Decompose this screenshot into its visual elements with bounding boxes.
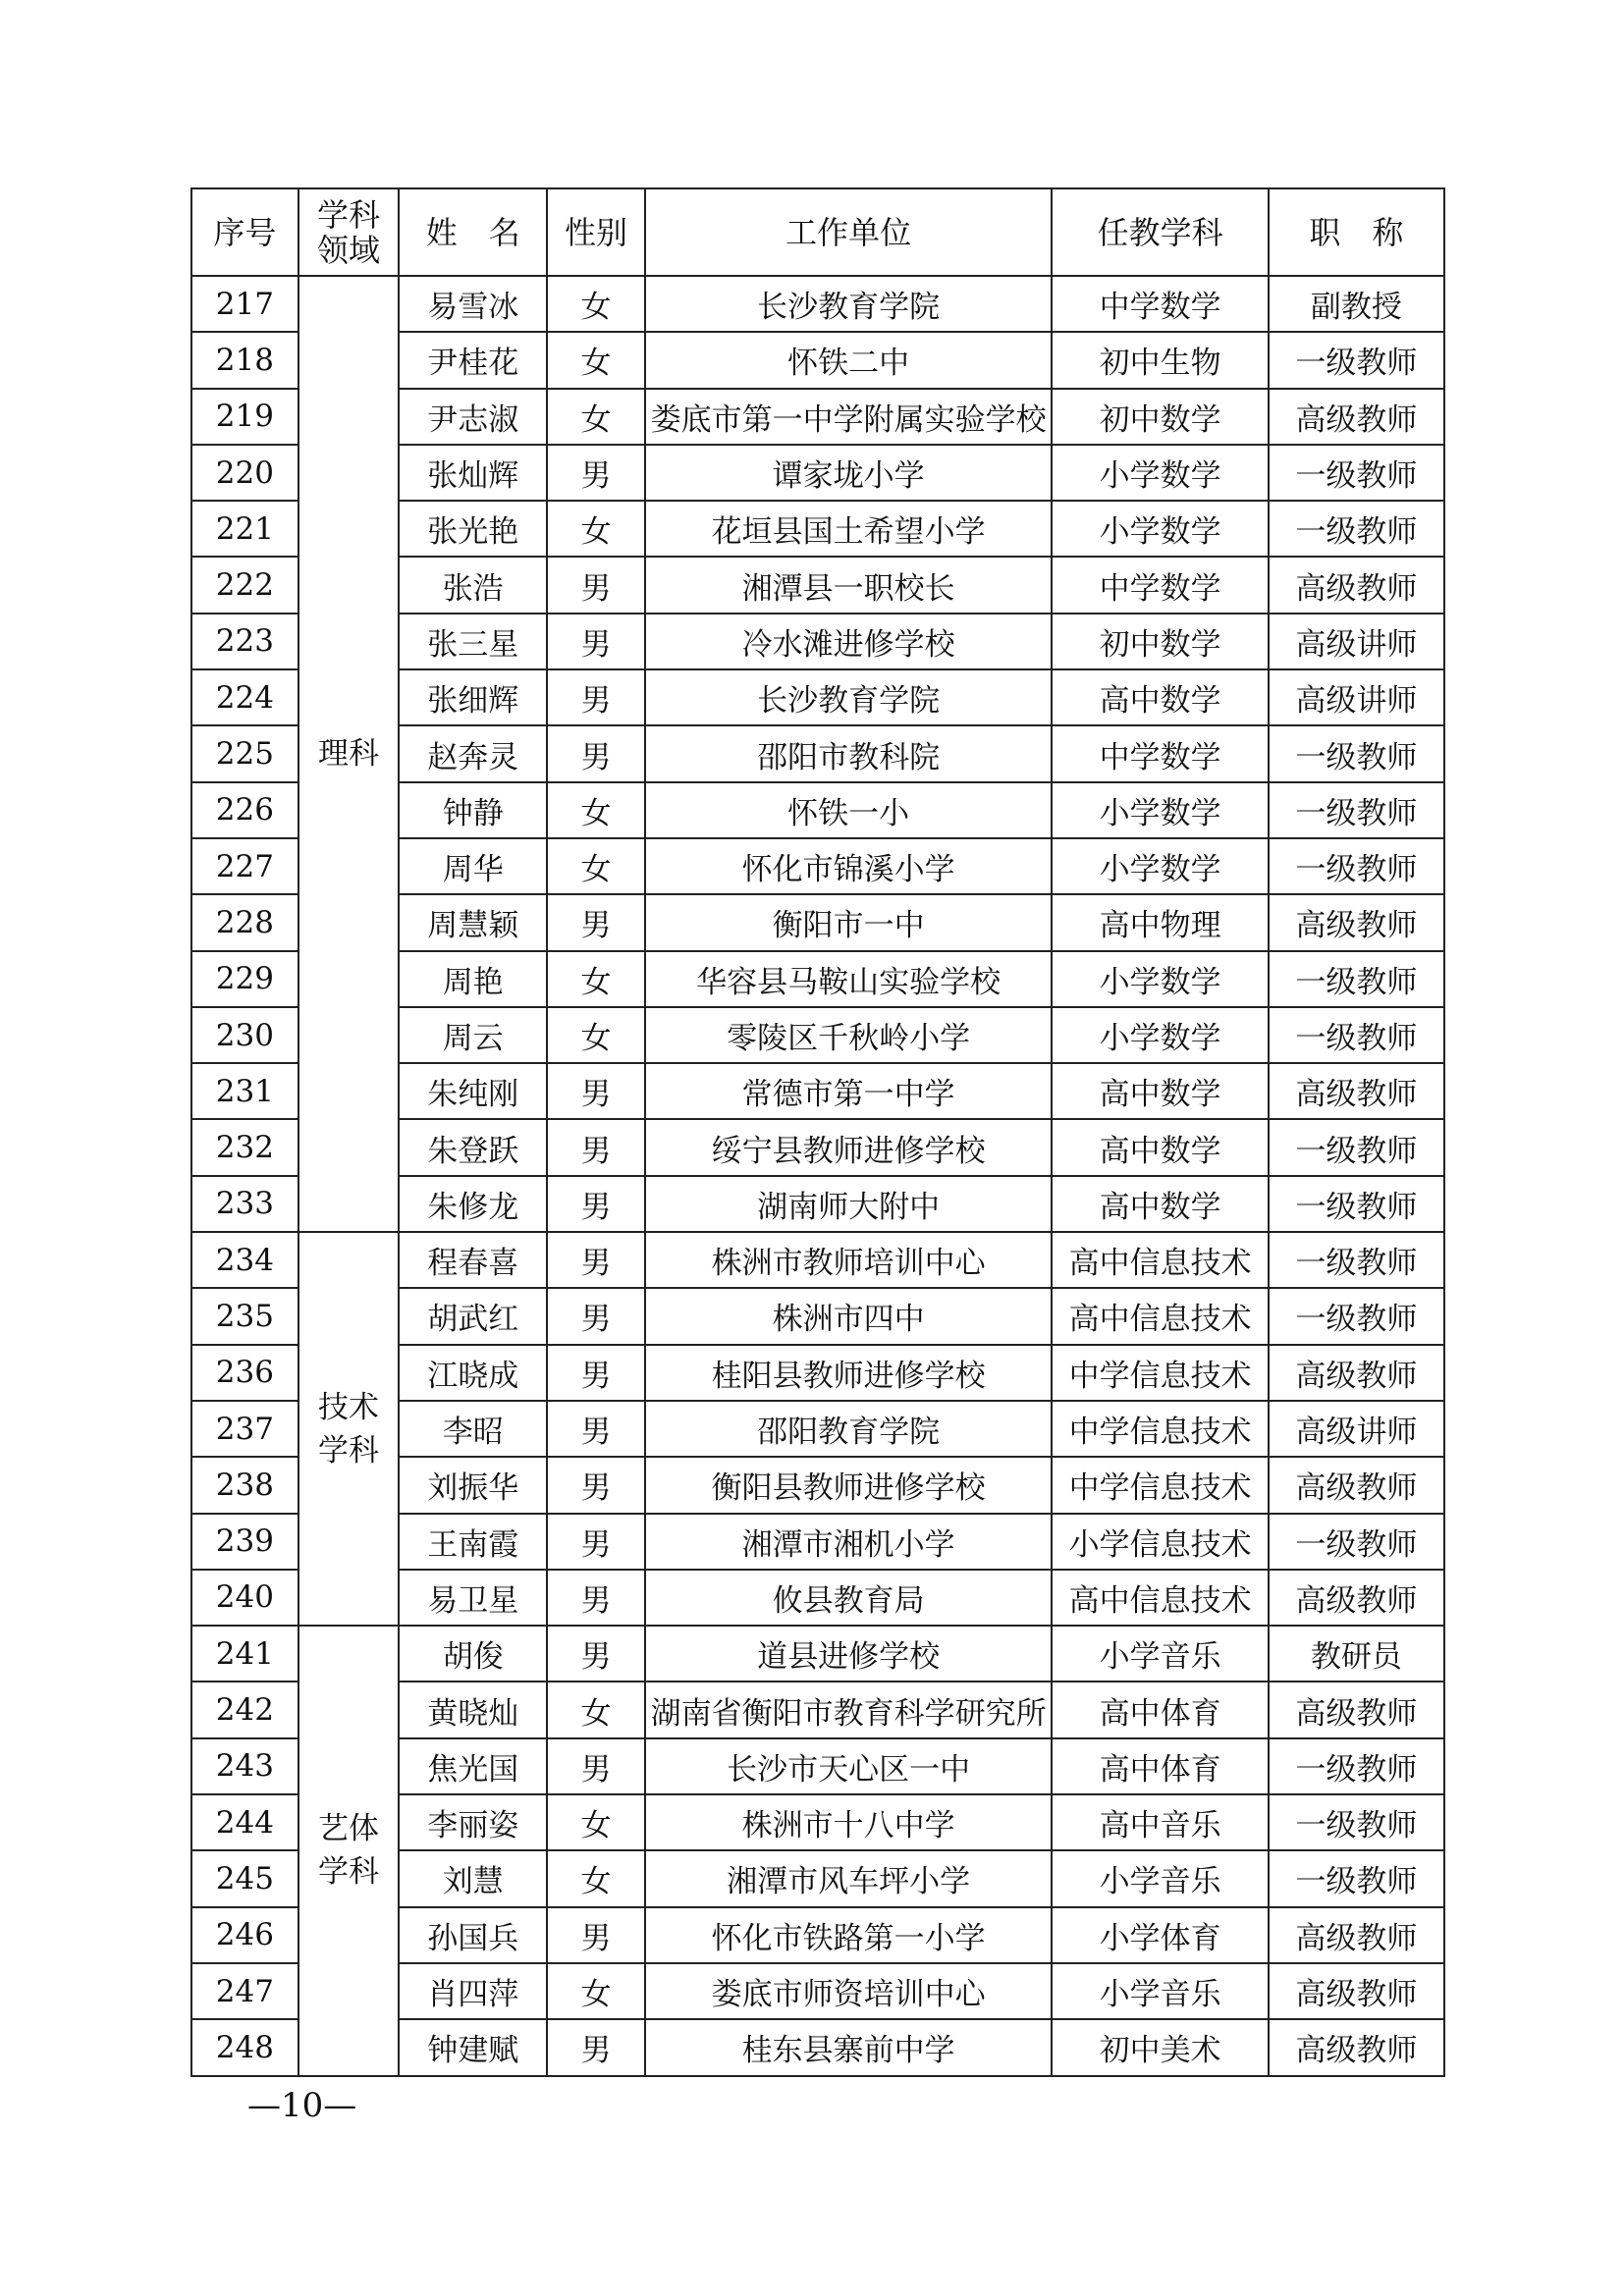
cell-seq: 217 — [191, 276, 298, 332]
cell-name: 周艳 — [399, 951, 547, 1007]
cell-seq: 242 — [191, 1682, 298, 1737]
cell-seq: 237 — [191, 1401, 298, 1457]
cell-gender: 男 — [547, 725, 645, 781]
cell-title: 一级教师 — [1269, 725, 1444, 781]
cell-subject: 初中生物 — [1052, 332, 1268, 388]
cell-name: 张三星 — [399, 614, 547, 669]
cell-subject: 小学音乐 — [1052, 1963, 1268, 2019]
cell-seq: 241 — [191, 1626, 298, 1682]
cell-unit: 湖南师大附中 — [645, 1176, 1053, 1232]
cell-seq: 222 — [191, 557, 298, 613]
cell-seq: 233 — [191, 1176, 298, 1232]
cell-seq: 247 — [191, 1963, 298, 2019]
cell-unit: 怀化市铁路第一小学 — [645, 1907, 1053, 1963]
cell-field — [298, 1232, 400, 1626]
cell-title: 高级教师 — [1269, 894, 1444, 950]
cell-gender: 女 — [547, 782, 645, 838]
cell-unit: 长沙市天心区一中 — [645, 1738, 1053, 1794]
cell-subject: 高中信息技术 — [1052, 1288, 1268, 1344]
header-seq: 序号 — [191, 188, 298, 276]
cell-unit: 冷水滩进修学校 — [645, 614, 1053, 669]
cell-seq: 221 — [191, 501, 298, 557]
cell-title: 一级教师 — [1269, 838, 1444, 894]
cell-unit: 怀化市锦溪小学 — [645, 838, 1053, 894]
cell-seq: 240 — [191, 1570, 298, 1626]
cell-gender: 男 — [547, 557, 645, 613]
cell-unit: 零陵区千秋岭小学 — [645, 1007, 1053, 1063]
cell-subject: 高中数学 — [1052, 1176, 1268, 1232]
cell-title: 高级教师 — [1269, 1682, 1444, 1737]
header-field — [298, 188, 400, 276]
cell-subject: 高中音乐 — [1052, 1794, 1268, 1850]
cell-unit: 衡阳市一中 — [645, 894, 1053, 950]
cell-title: 一级教师 — [1269, 1176, 1444, 1232]
field-label-line: 艺体 — [317, 1811, 379, 1847]
cell-name: 钟建赋 — [399, 2019, 547, 2075]
cell-unit: 谭家垅小学 — [645, 445, 1053, 501]
cell-seq: 243 — [191, 1738, 298, 1794]
cell-gender: 男 — [547, 1626, 645, 1682]
cell-seq: 236 — [191, 1345, 298, 1401]
cell-name: 孙国兵 — [399, 1907, 547, 1963]
cell-unit: 道县进修学校 — [645, 1626, 1053, 1682]
cell-unit: 怀铁一小 — [645, 782, 1053, 838]
cell-unit: 湘潭县一职校长 — [645, 557, 1053, 613]
cell-title: 高级教师 — [1269, 557, 1444, 613]
cell-unit: 湘潭市湘机小学 — [645, 1514, 1053, 1570]
cell-title: 一级教师 — [1269, 1794, 1444, 1850]
cell-unit: 株洲市四中 — [645, 1288, 1053, 1344]
table-row — [191, 1626, 1444, 1682]
cell-name: 尹志淑 — [399, 389, 547, 445]
cell-unit: 怀铁二中 — [645, 332, 1053, 388]
cell-title: 一级教师 — [1269, 445, 1444, 501]
cell-name: 李丽姿 — [399, 1794, 547, 1850]
cell-seq: 234 — [191, 1232, 298, 1288]
cell-name: 胡武红 — [399, 1288, 547, 1344]
cell-unit: 邵阳市教科院 — [645, 725, 1053, 781]
cell-unit: 湘潭市风车坪小学 — [645, 1850, 1053, 1906]
cell-seq: 229 — [191, 951, 298, 1007]
cell-gender: 男 — [547, 1232, 645, 1288]
cell-gender: 男 — [547, 1063, 645, 1119]
field-label-line: 学科 — [317, 1854, 379, 1891]
cell-gender: 男 — [547, 614, 645, 669]
table-body — [191, 276, 1444, 2076]
cell-seq: 228 — [191, 894, 298, 950]
cell-seq: 231 — [191, 1063, 298, 1119]
cell-unit: 桂东县寨前中学 — [645, 2019, 1053, 2075]
cell-seq: 239 — [191, 1514, 298, 1570]
field-label-line: 学科 — [317, 1432, 379, 1468]
cell-gender: 男 — [547, 1907, 645, 1963]
cell-seq: 235 — [191, 1288, 298, 1344]
cell-unit: 娄底市第一中学附属实验学校 — [645, 389, 1053, 445]
cell-seq: 219 — [191, 389, 298, 445]
header-unit: 工作单位 — [645, 188, 1053, 276]
cell-name: 焦光国 — [399, 1738, 547, 1794]
cell-subject: 小学数学 — [1052, 445, 1268, 501]
cell-gender: 男 — [547, 445, 645, 501]
cell-name: 钟静 — [399, 782, 547, 838]
cell-name: 刘振华 — [399, 1457, 547, 1513]
cell-gender: 女 — [547, 838, 645, 894]
cell-unit: 长沙教育学院 — [645, 276, 1053, 332]
cell-title: 高级讲师 — [1269, 1401, 1444, 1457]
cell-name: 易卫星 — [399, 1570, 547, 1626]
cell-gender: 男 — [547, 1345, 645, 1401]
cell-unit: 华容县马鞍山实验学校 — [645, 951, 1053, 1007]
cell-seq: 227 — [191, 838, 298, 894]
cell-subject: 中学信息技术 — [1052, 1457, 1268, 1513]
cell-title: 一级教师 — [1269, 782, 1444, 838]
header-subject: 任教学科 — [1052, 188, 1268, 276]
cell-gender: 女 — [547, 1682, 645, 1737]
cell-subject: 高中数学 — [1052, 1119, 1268, 1175]
table-row — [191, 276, 1444, 332]
cell-subject: 高中体育 — [1052, 1738, 1268, 1794]
cell-name: 易雪冰 — [399, 276, 547, 332]
cell-subject: 初中美术 — [1052, 2019, 1268, 2075]
cell-seq: 224 — [191, 669, 298, 725]
cell-name: 王南霞 — [399, 1514, 547, 1570]
cell-subject: 小学数学 — [1052, 951, 1268, 1007]
cell-seq: 246 — [191, 1907, 298, 1963]
cell-seq: 232 — [191, 1119, 298, 1175]
cell-gender: 男 — [547, 1288, 645, 1344]
cell-unit: 常德市第一中学 — [645, 1063, 1053, 1119]
header-field-line1: 学科 — [316, 195, 380, 234]
cell-subject: 中学数学 — [1052, 725, 1268, 781]
table-row — [191, 1232, 1444, 1288]
cell-unit: 花垣县国土希望小学 — [645, 501, 1053, 557]
cell-subject: 小学信息技术 — [1052, 1514, 1268, 1570]
cell-name: 肖四萍 — [399, 1963, 547, 2019]
cell-subject: 中学信息技术 — [1052, 1345, 1268, 1401]
cell-gender: 男 — [547, 1119, 645, 1175]
cell-title: 一级教师 — [1269, 332, 1444, 388]
cell-seq: 226 — [191, 782, 298, 838]
header-gender: 性别 — [547, 188, 645, 276]
cell-subject: 高中数学 — [1052, 669, 1268, 725]
cell-name: 张光艳 — [399, 501, 547, 557]
cell-title: 高级教师 — [1269, 1963, 1444, 2019]
cell-name: 朱纯刚 — [399, 1063, 547, 1119]
cell-gender: 男 — [547, 1570, 645, 1626]
cell-gender: 女 — [547, 1963, 645, 2019]
cell-subject: 高中信息技术 — [1052, 1570, 1268, 1626]
cell-gender: 男 — [547, 1176, 645, 1232]
teacher-roster-table — [190, 187, 1445, 2077]
cell-gender: 男 — [547, 894, 645, 950]
cell-name: 张细辉 — [399, 669, 547, 725]
cell-title: 一级教师 — [1269, 951, 1444, 1007]
cell-gender: 男 — [547, 1457, 645, 1513]
cell-title: 高级教师 — [1269, 2019, 1444, 2075]
cell-seq: 238 — [191, 1457, 298, 1513]
cell-unit: 衡阳县教师进修学校 — [645, 1457, 1053, 1513]
cell-seq: 245 — [191, 1850, 298, 1906]
cell-title: 高级教师 — [1269, 1345, 1444, 1401]
cell-gender: 女 — [547, 1007, 645, 1063]
cell-gender: 男 — [547, 1738, 645, 1794]
cell-seq: 230 — [191, 1007, 298, 1063]
header-field-line2: 领域 — [316, 231, 380, 269]
cell-subject: 高中物理 — [1052, 894, 1268, 950]
cell-unit: 湖南省衡阳市教育科学研究所 — [645, 1682, 1053, 1737]
cell-gender: 男 — [547, 1514, 645, 1570]
cell-title: 高级教师 — [1269, 1570, 1444, 1626]
cell-unit: 长沙教育学院 — [645, 669, 1053, 725]
cell-title: 高级教师 — [1269, 1063, 1444, 1119]
cell-subject: 小学数学 — [1052, 782, 1268, 838]
cell-title: 一级教师 — [1269, 1119, 1444, 1175]
cell-title: 副教授 — [1269, 276, 1444, 332]
cell-subject: 小学数学 — [1052, 838, 1268, 894]
cell-field — [298, 1626, 400, 2075]
cell-subject: 初中数学 — [1052, 389, 1268, 445]
cell-title: 高级讲师 — [1269, 614, 1444, 669]
cell-title: 高级讲师 — [1269, 669, 1444, 725]
cell-name: 赵奔灵 — [399, 725, 547, 781]
cell-subject: 小学音乐 — [1052, 1626, 1268, 1682]
cell-subject: 小学体育 — [1052, 1907, 1268, 1963]
cell-title: 一级教师 — [1269, 1007, 1444, 1063]
cell-subject: 中学信息技术 — [1052, 1401, 1268, 1457]
cell-subject: 初中数学 — [1052, 614, 1268, 669]
cell-name: 刘慧 — [399, 1850, 547, 1906]
cell-title: 一级教师 — [1269, 1288, 1444, 1344]
cell-title: 一级教师 — [1269, 501, 1444, 557]
cell-name: 张浩 — [399, 557, 547, 613]
field-label-line: 技术 — [317, 1389, 379, 1425]
cell-seq: 248 — [191, 2019, 298, 2075]
cell-seq: 218 — [191, 332, 298, 388]
cell-subject: 中学数学 — [1052, 276, 1268, 332]
cell-seq: 225 — [191, 725, 298, 781]
cell-name: 朱修龙 — [399, 1176, 547, 1232]
cell-gender: 女 — [547, 332, 645, 388]
cell-name: 江晓成 — [399, 1345, 547, 1401]
cell-subject: 高中信息技术 — [1052, 1232, 1268, 1288]
cell-gender: 男 — [547, 1401, 645, 1457]
cell-name: 黄晓灿 — [399, 1682, 547, 1737]
cell-gender: 女 — [547, 389, 645, 445]
table-header-row — [191, 188, 1444, 276]
cell-unit: 邵阳教育学院 — [645, 1401, 1053, 1457]
cell-gender: 男 — [547, 669, 645, 725]
cell-name: 周慧颖 — [399, 894, 547, 950]
cell-unit: 株洲市十八中学 — [645, 1794, 1053, 1850]
cell-unit: 攸县教育局 — [645, 1570, 1053, 1626]
cell-name: 程春喜 — [399, 1232, 547, 1288]
cell-gender: 女 — [547, 276, 645, 332]
cell-gender: 女 — [547, 501, 645, 557]
field-label-line: 理科 — [317, 736, 379, 773]
cell-title: 一级教师 — [1269, 1850, 1444, 1906]
cell-unit: 娄底市师资培训中心 — [645, 1963, 1053, 2019]
cell-name: 胡俊 — [399, 1626, 547, 1682]
cell-seq: 244 — [191, 1794, 298, 1850]
cell-unit: 绥宁县教师进修学校 — [645, 1119, 1053, 1175]
cell-subject: 小学数学 — [1052, 1007, 1268, 1063]
cell-seq: 220 — [191, 445, 298, 501]
header-name: 姓 名 — [399, 188, 547, 276]
cell-seq: 223 — [191, 614, 298, 669]
cell-name: 李昭 — [399, 1401, 547, 1457]
cell-subject: 高中数学 — [1052, 1063, 1268, 1119]
cell-title: 一级教师 — [1269, 1514, 1444, 1570]
cell-subject: 中学数学 — [1052, 557, 1268, 613]
cell-title: 教研员 — [1269, 1626, 1444, 1682]
cell-gender: 女 — [547, 1850, 645, 1906]
cell-subject: 小学数学 — [1052, 501, 1268, 557]
cell-name: 朱登跃 — [399, 1119, 547, 1175]
cell-title: 高级教师 — [1269, 1907, 1444, 1963]
cell-name: 尹桂花 — [399, 332, 547, 388]
cell-gender: 女 — [547, 951, 645, 1007]
page-number: —10— — [247, 2086, 357, 2125]
cell-name: 周云 — [399, 1007, 547, 1063]
cell-title: 高级教师 — [1269, 1457, 1444, 1513]
cell-gender: 男 — [547, 2019, 645, 2075]
cell-name: 张灿辉 — [399, 445, 547, 501]
cell-subject: 高中体育 — [1052, 1682, 1268, 1737]
cell-gender: 女 — [547, 1794, 645, 1850]
cell-name: 周华 — [399, 838, 547, 894]
header-title: 职 称 — [1269, 188, 1444, 276]
cell-title: 高级教师 — [1269, 389, 1444, 445]
cell-subject: 小学音乐 — [1052, 1850, 1268, 1906]
cell-title: 一级教师 — [1269, 1738, 1444, 1794]
cell-field — [298, 276, 400, 1232]
cell-unit: 株洲市教师培训中心 — [645, 1232, 1053, 1288]
cell-title: 一级教师 — [1269, 1232, 1444, 1288]
cell-unit: 桂阳县教师进修学校 — [645, 1345, 1053, 1401]
